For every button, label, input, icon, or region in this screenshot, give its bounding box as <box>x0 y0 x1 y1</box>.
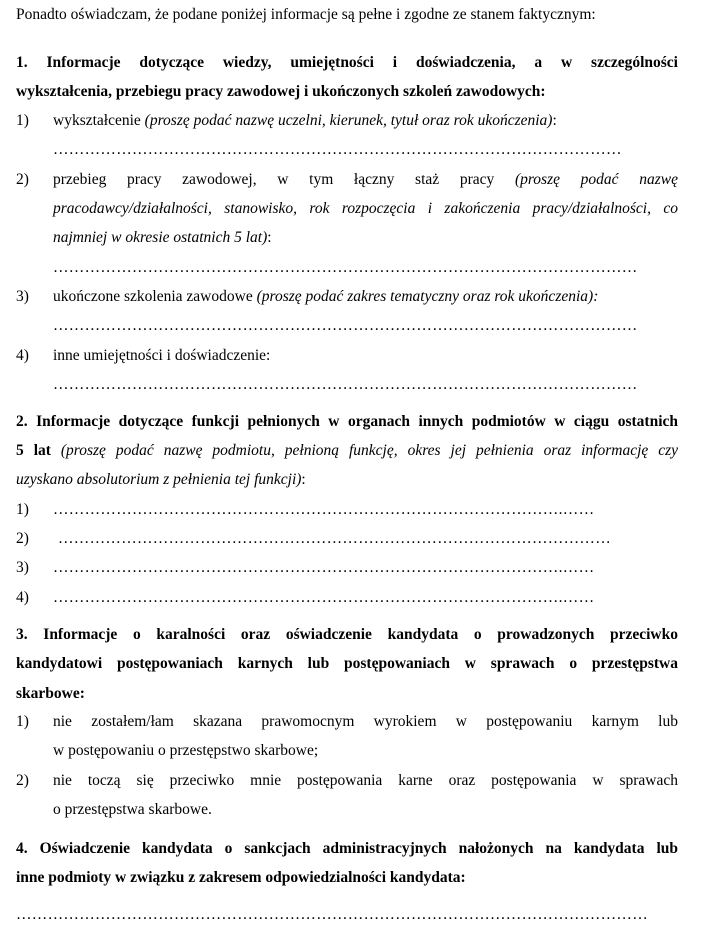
item-text <box>53 111 678 131</box>
item-text-line-1: nie zostałem/łam skazana prawomocnym wyrokiem w postępowaniu karnym lub <box>53 713 678 730</box>
item-hint: (proszę podać zakres tematyczny oraz rok ukończenia): <box>256 288 599 305</box>
answer-dotted-line[interactable]: …………………………………………………………………………………….…… <box>53 559 595 576</box>
section-1-heading-line-1: 1. Informacje dotyczące wiedzy, umiejętności i doświadczenia, a w szczególności <box>16 54 678 71</box>
item-number: 1) <box>16 112 29 129</box>
item-colon: : <box>267 229 272 246</box>
answer-dotted-line[interactable]: …………………………………………………………………………………………… <box>58 530 611 547</box>
section-2-heading-line-1: 2. Informacje dotyczące funkcji pełnionych w organach innych podmiotów w ciągu ostatnich <box>16 413 678 430</box>
item-label: ukończone szkolenia zawodowe <box>53 288 257 305</box>
item-text <box>53 287 678 307</box>
item-hint-line-3 <box>53 228 678 248</box>
answer-dotted-line[interactable]: ………………………………………………………………………………………………… <box>53 259 638 276</box>
item-number: 1) <box>16 713 29 730</box>
item-number: 4) <box>16 589 29 606</box>
answer-dotted-line[interactable]: ………………………………………………………………………………………………… <box>53 376 638 393</box>
item-text-line-1 <box>53 170 678 190</box>
item-hint: (proszę podać nazwę uczelni, kierunek, tytuł oraz rok ukończenia) <box>144 112 553 129</box>
item-hint: najmniej w okresie ostatnich 5 lat) <box>53 229 268 246</box>
item-text: inne umiejętności i doświadczenie: <box>53 347 271 364</box>
answer-dotted-line[interactable]: …………………………………………………………………………………….…… <box>53 589 595 606</box>
answer-dotted-line[interactable]: ……………………………………………………………………………………………… <box>53 141 622 158</box>
section-2-heading-line-3 <box>16 470 678 490</box>
item-number: 3) <box>16 559 29 576</box>
intro-statement: Ponadto oświadczam, że podane poniżej informacje są pełne i zgodne ze stanem faktycznym: <box>16 6 596 23</box>
item-number: 4) <box>16 347 29 364</box>
item-label: przebieg pracy zawodowej, w tym łączny staż pracy <box>53 171 515 188</box>
section-1-heading-line-2: wykształcenia, przebiegu pracy zawodowej i ukończonych szkoleń zawodowych: <box>16 83 546 100</box>
section-4-heading-line-1: 4. Oświadczenie kandydata o sankcjach administracyjnych nałożonych na kandydata lub <box>16 840 678 857</box>
section-2-heading-line-2 <box>16 441 678 461</box>
heading-colon: : <box>301 471 306 488</box>
heading-bold: 5 lat <box>16 442 61 459</box>
section-4-heading-line-2: inne podmioty w związku z zakresem odpowiedzialności kandydata: <box>16 869 466 886</box>
item-label: wykształcenie <box>53 112 145 129</box>
item-number: 3) <box>16 288 29 305</box>
item-text-line-2: w postępowaniu o przestępstwo skarbowe; <box>53 742 319 759</box>
item-number: 2) <box>16 772 29 789</box>
answer-dotted-line[interactable]: …………………………………………………………………………………….…… <box>53 501 595 518</box>
section-3-heading-line-2: kandydatowi postępowaniach karnych lub postępowaniach w sprawach o przestępstwa <box>16 655 678 672</box>
item-hint: (proszę podać nazwę <box>514 171 678 188</box>
item-number: 1) <box>16 501 29 518</box>
heading-hint: uzyskano absolutorium z pełnienia tej funkcji) <box>16 471 302 488</box>
item-number: 2) <box>16 530 29 547</box>
item-text-line-1: nie toczą się przeciwko mnie postępowania karne oraz postępowania w sprawach <box>53 772 678 789</box>
answer-dotted-line[interactable]: ………………………………………………………………………………………………………… <box>16 906 648 923</box>
item-number: 2) <box>16 171 29 188</box>
heading-hint: (proszę podać nazwę podmiotu, pełnioną funkcję, okres jej pełnienia oraz informację czy <box>60 442 679 459</box>
answer-dotted-line[interactable]: ………………………………………………………………………………………………… <box>53 317 638 334</box>
section-3-heading-line-3: skarbowe: <box>16 685 85 702</box>
item-colon: : <box>552 112 557 129</box>
section-3-heading-line-1: 3. Informacje o karalności oraz oświadczenie kandydata o prowadzonych przeciwko <box>16 626 678 643</box>
item-text-line-2: o przestępstwa skarbowe. <box>53 801 212 818</box>
item-hint-line-2: pracodawcy/działalności, stanowisko, rok rozpoczęcia i zakończenia pracy/działalności, co <box>53 200 678 217</box>
